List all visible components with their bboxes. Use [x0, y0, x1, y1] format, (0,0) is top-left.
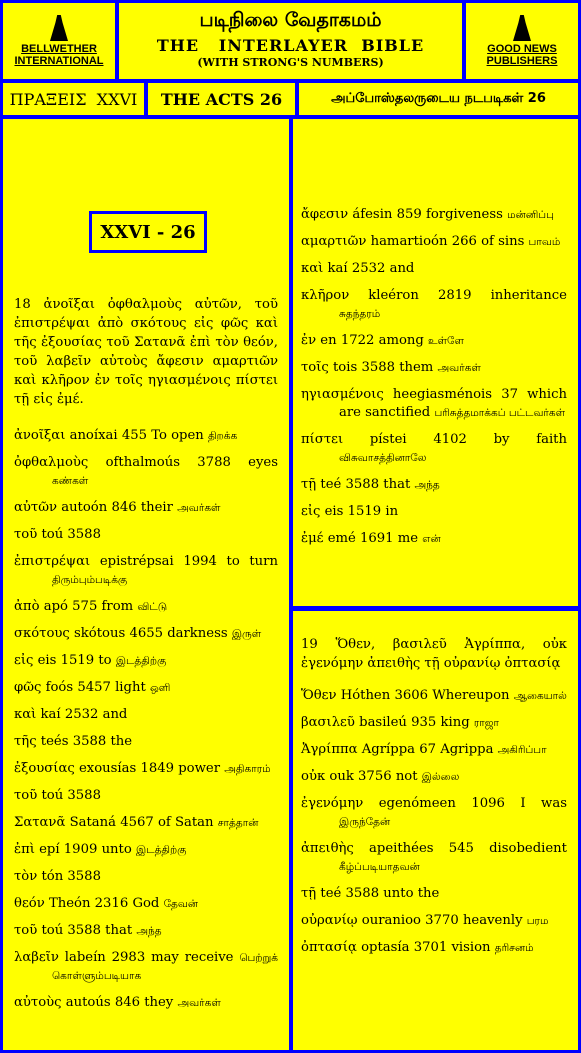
strongs-number: 4567 [120, 815, 154, 830]
strongs-number: 1849 [140, 761, 175, 776]
word-entry [14, 994, 278, 1012]
strongs-number: 2316 [94, 896, 129, 911]
english-gloss: and [389, 261, 415, 276]
strongs-number: 3588 [67, 527, 101, 542]
strongs-number: 5457 [77, 680, 111, 695]
english-gloss: in [385, 504, 399, 519]
book-greek-label: ΠΡΑΞΕΙΣ XXVI [9, 89, 138, 109]
tamil-gloss: ராஜா [473, 717, 500, 729]
transliteration: apeithées [369, 841, 434, 856]
strongs-number: 3770 [425, 913, 459, 928]
verse-18-entries [14, 427, 278, 1021]
strongs-number: 3588 [67, 788, 101, 803]
tamil-gloss: ஒளி [149, 682, 171, 694]
transliteration: toú [41, 923, 64, 938]
english-gloss: power [178, 761, 221, 776]
strongs-number: 3588 [72, 734, 107, 749]
transliteration: ouranioo [361, 913, 421, 928]
greek-word: ἐγενόμην [301, 796, 364, 811]
english-gloss: inheritance [490, 288, 567, 303]
english-gloss: king [440, 715, 470, 730]
word-entry [14, 787, 278, 805]
word-entry [301, 795, 567, 831]
transliteration: skótous [74, 626, 126, 641]
english-gloss: not [395, 769, 418, 784]
transliteration: Sataná [69, 815, 116, 830]
tamil-gloss: பரிசுத்தமாக்கப் பட்டவர்கள் [434, 407, 566, 419]
goodnews-figure-icon [513, 15, 531, 41]
greek-word: καὶ [14, 707, 37, 722]
greek-word: εἰς [301, 504, 321, 519]
tamil-gloss: அவர்கள் [177, 997, 221, 1009]
greek-word: οὐρανίῳ [301, 913, 358, 928]
strongs-number: 3606 [394, 688, 428, 703]
tamil-gloss: ஆகையால் [513, 690, 567, 702]
english-gloss: their [140, 500, 173, 515]
strongs-number: 3756 [358, 769, 392, 784]
greek-word: τῇ [301, 477, 317, 492]
title-tamil: படிநிலை வேதாகமம் [199, 9, 382, 31]
english-gloss: Agrippa [440, 742, 494, 757]
english-gloss: of Satan [157, 815, 214, 830]
transliteration: hamartioón [370, 234, 448, 249]
tamil-gloss: என் [422, 533, 441, 545]
transliteration: teés [40, 734, 69, 749]
transliteration: basileú [359, 715, 407, 730]
chapter-label-text: XXVI - 26 [100, 221, 196, 243]
transliteration: emé [327, 531, 356, 546]
strongs-number: 266 [451, 234, 477, 249]
tamil-gloss: இடத்திற்கு [136, 844, 187, 856]
strongs-number: 67 [419, 742, 436, 757]
strongs-number: 3588 [67, 869, 101, 884]
strongs-number: 575 [72, 599, 98, 614]
greek-word: οὐκ [301, 769, 326, 784]
english-gloss: from [101, 599, 134, 614]
word-entry [14, 553, 278, 589]
english-gloss: darkness [167, 626, 228, 641]
strongs-number: 1994 [183, 554, 217, 569]
english-gloss: among [378, 333, 424, 348]
transliteration: epí [39, 842, 60, 857]
book-tamil-label: அப்போஸ்தலருடைய நடபடிகள் 26 [331, 91, 546, 106]
greek-word: ἐν [301, 333, 317, 348]
tamil-gloss: சுதந்தரம் [339, 308, 381, 320]
word-entry [14, 499, 278, 517]
greek-word: ἄφεσιν [301, 207, 349, 222]
english-gloss: that [383, 477, 411, 492]
greek-word: ἀπὸ [14, 599, 40, 614]
transliteration: teé [320, 886, 342, 901]
word-entry [301, 530, 567, 548]
strongs-number: 3588 [361, 360, 395, 375]
english-gloss: heavenly [462, 913, 523, 928]
bellwether-logo [3, 3, 115, 79]
transliteration: ouk [329, 769, 354, 784]
transliteration: tón [41, 869, 64, 884]
strongs-number: 3588 [345, 477, 380, 492]
tamil-gloss: கண்கள் [52, 475, 89, 487]
greek-word: ἐξουσίας [14, 761, 75, 776]
transliteration: eis [37, 653, 57, 668]
greek-word: φῶς [14, 680, 42, 695]
english-gloss: disobedient [489, 841, 567, 856]
bellwether-figure-icon [50, 15, 68, 41]
strongs-number: 1519 [60, 653, 95, 668]
transliteration: heegiasménois [392, 387, 493, 402]
word-entry [14, 841, 278, 859]
book-english-label: THE ACTS 26 [160, 89, 283, 109]
transliteration: áfesin [352, 207, 393, 222]
english-gloss: Whereupon [432, 688, 510, 703]
strongs-number: 2819 [437, 288, 472, 303]
title-subtitle: (WITH STRONG'S NUMBERS) [197, 56, 384, 69]
english-gloss: them [399, 360, 434, 375]
transliteration: egenómeen [378, 796, 456, 811]
word-entry [301, 386, 567, 422]
word-entry [14, 652, 278, 670]
transliteration: teé [320, 477, 342, 492]
strongs-number: 859 [396, 207, 422, 222]
tamil-gloss: அவர்கள் [177, 502, 221, 514]
english-gloss: unto the [383, 886, 440, 901]
word-entry [301, 741, 567, 759]
english-gloss: of sins [481, 234, 525, 249]
transliteration: anoíxai [69, 428, 118, 443]
word-entry [14, 760, 278, 778]
greek-word: ἀπειθὴς [301, 841, 354, 856]
tamil-gloss: திறக்க [207, 430, 238, 442]
tamil-gloss: பரம [526, 915, 549, 927]
greek-word: αὐτοὺς [14, 995, 62, 1010]
tamil-gloss: அந்த [136, 925, 162, 937]
transliteration: autoón [61, 500, 108, 515]
tamil-gloss: அவர்கள் [437, 362, 481, 374]
strongs-number: 3588 [67, 923, 101, 938]
transliteration: epistrépsai [99, 554, 174, 569]
transliteration: foós [45, 680, 74, 695]
strongs-number: 846 [111, 500, 137, 515]
greek-word: ὀφθαλμοὺς [14, 455, 89, 470]
transliteration: kaí [327, 261, 348, 276]
word-entry [301, 687, 567, 705]
greek-word: αμαρτιῶν [301, 234, 367, 249]
tamil-gloss: இடத்திற்கு [115, 655, 167, 667]
transliteration: en [320, 333, 337, 348]
english-gloss: and [102, 707, 128, 722]
strongs-number: 1519 [347, 504, 382, 519]
verse-18-text: 18 ἀνοῖξαι ὀφθαλμοὺς αὐτῶν, τοῦ ἐπιστρέψαι ἀπὸ σκότους εἰς φῶς καὶ τῆς ἐξουσίας τοῦ Σατανᾶ ἐπὶ τὸν θεόν, τοῦ λαβεῖν αὐτοὺς ἄφεσιν αμαρτιῶν καὶ κλῆρον ἐν τοῖς ηγιασμένοις πίστει τῇ εἰς ἐμέ. [14, 297, 278, 407]
chapter-label [89, 211, 207, 253]
word-entry [301, 431, 567, 467]
tamil-gloss: இருள் [231, 628, 262, 640]
english-gloss: that [105, 923, 133, 938]
greek-word: τῇ [301, 886, 317, 901]
tamil-gloss: தேவன் [163, 898, 199, 910]
word-entry [14, 625, 278, 643]
strongs-number: 545 [448, 841, 474, 856]
transliteration: toú [41, 788, 64, 803]
greek-word: θεόν [14, 896, 45, 911]
strongs-number: 37 [501, 387, 518, 402]
goodnews-logo [466, 3, 578, 79]
greek-word: τῆς [14, 734, 37, 749]
english-gloss: vision [451, 940, 491, 955]
strongs-number: 2983 [111, 950, 146, 965]
english-gloss: which are sanctified [339, 387, 567, 420]
word-entry [301, 233, 567, 251]
transliteration: labeín [64, 950, 106, 965]
greek-word: Σατανᾶ [14, 815, 66, 830]
word-entry [14, 868, 278, 886]
transliteration: Hóthen [340, 688, 391, 703]
tamil-gloss: மன்னிப்பு [507, 209, 554, 221]
word-entry [14, 454, 278, 490]
english-gloss: light [115, 680, 146, 695]
transliteration: kaí [40, 707, 61, 722]
transliteration: exousías [78, 761, 137, 776]
word-entry [14, 679, 278, 697]
english-gloss: forgiveness [425, 207, 503, 222]
title-english: THE INTERLAYER BIBLE [156, 36, 425, 55]
greek-word: κλῆρον [301, 288, 350, 303]
word-entry [301, 359, 567, 377]
english-gloss: eyes [248, 455, 278, 470]
tamil-gloss: இல்லை [421, 771, 460, 783]
verse-19-text: 19 Ὅθεν, βασιλεῦ Ἀγρίππα, οὐκ ἐγενόμην ἀπειθὴς τῇ οὐρανίῳ ὀπτασίᾳ [301, 637, 567, 671]
english-gloss: I was [520, 796, 567, 811]
tamil-gloss: பெற்றுக் கொள்ளும்படியாக [52, 952, 278, 982]
word-entry [301, 885, 567, 903]
tamil-gloss: திரும்பும்படிக்கு [52, 574, 128, 586]
transliteration: Theón [48, 896, 91, 911]
word-entry [14, 598, 278, 616]
english-gloss: to [98, 653, 112, 668]
english-gloss: to turn [226, 554, 278, 569]
verse-18-entries-continued [301, 206, 567, 557]
word-entry [14, 895, 278, 913]
english-gloss: God [132, 896, 160, 911]
word-entry [301, 476, 567, 494]
transliteration: optasía [361, 940, 410, 955]
greek-word: ἐμέ [301, 531, 324, 546]
tamil-gloss: பாவம் [528, 236, 561, 248]
tamil-gloss: இருந்தேன் [339, 816, 391, 828]
word-entry [301, 840, 567, 876]
word-entry [14, 733, 278, 751]
word-entry [14, 949, 278, 985]
transliteration: kleéron [368, 288, 419, 303]
strongs-number: 1909 [63, 842, 98, 857]
greek-word: τοῖς [301, 360, 329, 375]
word-entry [301, 768, 567, 786]
greek-word: εἰς [14, 653, 34, 668]
word-entry [14, 814, 278, 832]
tamil-gloss: உள்ளே [428, 335, 464, 347]
greek-word: τοῦ [14, 923, 38, 938]
english-gloss: by faith [493, 432, 567, 447]
transliteration: tois [333, 360, 358, 375]
transliteration: ofthalmoús [105, 455, 180, 470]
tamil-gloss: அந்த [414, 479, 440, 491]
word-entry [14, 922, 278, 940]
bellwether-logo-text: BELLWETHER INTERNATIONAL [14, 43, 104, 67]
strongs-number: 1691 [360, 531, 394, 546]
english-gloss: they [144, 995, 174, 1010]
word-entry [14, 427, 278, 445]
transliteration: toú [41, 527, 64, 542]
word-entry [301, 260, 567, 278]
goodnews-logo-text: GOOD NEWS PUBLISHERS [486, 43, 558, 67]
verse-19-entries [301, 687, 567, 966]
tamil-gloss: அகிரிப்பா [497, 744, 547, 756]
tamil-gloss: சாத்தான் [217, 817, 259, 829]
strongs-number: 1096 [471, 796, 505, 811]
left-column [3, 119, 289, 1050]
word-entry [301, 287, 567, 323]
word-entry [301, 332, 567, 350]
greek-word: ἐπὶ [14, 842, 35, 857]
greek-word: Ὅθεν [301, 688, 337, 703]
greek-word: τοῦ [14, 527, 38, 542]
strongs-number: 455 [121, 428, 147, 443]
greek-word: καὶ [301, 261, 324, 276]
english-gloss: To open [151, 428, 204, 443]
transliteration: Agríppa [361, 742, 416, 757]
word-entry [14, 706, 278, 724]
greek-word: ὀπτασίᾳ [301, 940, 357, 955]
book-tamil [299, 83, 578, 115]
tamil-gloss: அதிகாரம் [224, 763, 271, 775]
strongs-number: 4102 [433, 432, 467, 447]
strongs-number: 1722 [340, 333, 375, 348]
book-english [148, 83, 295, 115]
greek-word: ἐπιστρέψαι [14, 554, 91, 569]
greek-word: Ἀγρίππα [301, 742, 358, 757]
transliteration: pístei [369, 432, 407, 447]
transliteration: autoús [65, 995, 111, 1010]
greek-word: ἀνοῖξαι [14, 428, 66, 443]
tamil-gloss: விட்டு [137, 601, 168, 613]
strongs-number: 935 [411, 715, 437, 730]
tamil-gloss: தரிசனம் [494, 942, 534, 954]
book-greek [3, 83, 144, 115]
title-block [119, 3, 462, 79]
word-entry [301, 714, 567, 732]
greek-word: λαβεῖν [14, 950, 59, 965]
transliteration: apó [43, 599, 68, 614]
tamil-gloss: விசுவாசத்தினாலே [339, 452, 427, 464]
word-entry [14, 526, 278, 544]
greek-word: πίστει [301, 432, 344, 447]
tamil-gloss: கீழ்ப்படியாதவன் [339, 861, 420, 873]
strongs-number: 2532 [64, 707, 99, 722]
word-entry [301, 206, 567, 224]
english-gloss: me [397, 531, 419, 546]
transliteration: eis [324, 504, 344, 519]
greek-word: τοῦ [14, 788, 38, 803]
word-entry [301, 503, 567, 521]
strongs-number: 846 [114, 995, 140, 1010]
right-top-column [293, 119, 578, 606]
greek-word: ηγιασμένοις [301, 387, 384, 402]
strongs-number: 3788 [197, 455, 231, 470]
greek-word: τὸν [14, 869, 38, 884]
english-gloss: the [110, 734, 133, 749]
strongs-number: 4655 [129, 626, 163, 641]
word-entry [301, 912, 567, 930]
english-gloss: may receive [151, 950, 234, 965]
greek-word: βασιλεῦ [301, 715, 355, 730]
right-bottom-column [293, 611, 578, 1050]
strongs-number: 2532 [351, 261, 386, 276]
english-gloss: unto [101, 842, 132, 857]
greek-word: αὐτῶν [14, 500, 57, 515]
word-entry [301, 939, 567, 957]
strongs-number: 3588 [345, 886, 380, 901]
greek-word: σκότους [14, 626, 70, 641]
strongs-number: 3701 [413, 940, 448, 955]
